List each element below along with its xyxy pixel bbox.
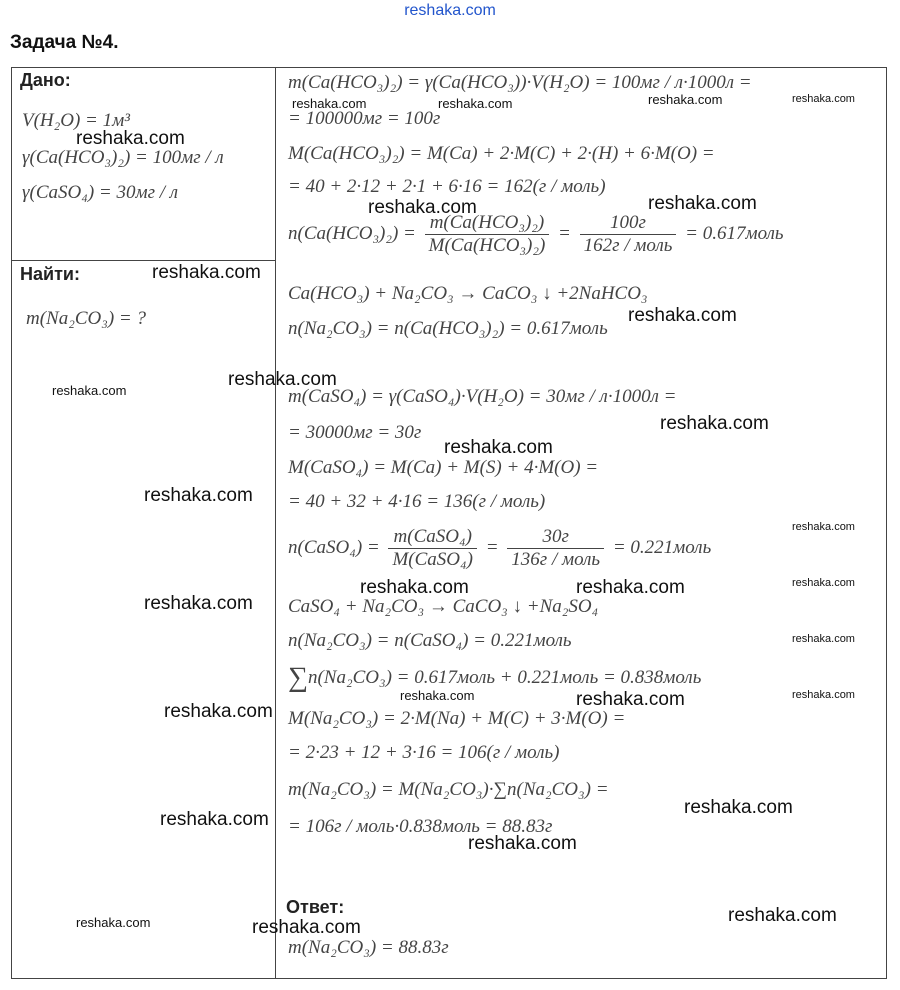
watermark: reshaka.com [660, 413, 769, 434]
solution-line-17: = 2·23 + 12 + 3·16 = 106(г / моль) [288, 742, 560, 763]
watermark: reshaka.com [684, 797, 793, 818]
watermark: reshaka.com [52, 383, 127, 398]
watermark: reshaka.com [76, 128, 185, 149]
solution-line-6: Ca(HCO₃) + Na₂CO₃ → CaCO₃ ↓ +2NaHCO₃ [288, 283, 648, 304]
solution-line-8: m(CaSO₄) = γ(CaSO₄)·V(H₂O) = 30мг / л·1000л = [288, 386, 677, 407]
watermark: reshaka.com [648, 92, 723, 107]
watermark: reshaka.com [792, 633, 855, 645]
solution-line-1: m(Ca(HCO₃)₂) = γ(Ca(HCO₃))·V(H₂O) = 100мг / л·1000л = [288, 72, 752, 93]
table-divider-horizontal [11, 260, 275, 261]
solution-line-10: M(CaSO₄) = M(Ca) + M(S) + 4·M(O) = [288, 457, 599, 478]
watermark: reshaka.com [144, 593, 253, 614]
answer-line: m(Na₂CO₃) = 88.83г [288, 937, 449, 958]
watermark: reshaka.com [792, 577, 855, 589]
given-heading: Дано: [20, 70, 71, 90]
watermark: reshaka.com [292, 96, 367, 111]
watermark: reshaka.com [648, 193, 757, 214]
watermark: reshaka.com [228, 369, 337, 390]
find-line: m(Na₂CO₃) = ? [26, 308, 146, 329]
solution-line-14: n(Na₂CO₃) = n(CaSO₄) = 0.221моль [288, 630, 572, 651]
watermark: reshaka.com [576, 577, 685, 598]
fraction-value-2: $\frac{30г}{\text{136г / моль}}$ [507, 526, 604, 571]
table-divider-vertical [275, 67, 276, 979]
solution-line-16: M(Na₂CO₃) = 2·M(Na) + M(C) + 3·M(O) = [288, 708, 626, 729]
solution-line-2: = 100000мг = 100г [288, 108, 441, 129]
fraction-mass-molar: $\frac{\text{m(Ca(HCO₃)₂)}}{\text{M(Ca(HCO₃)₂)}}$ [425, 212, 550, 257]
fraction-mass-molar-2: $\frac{\text{m(CaSO₄)}}{\text{M(CaSO₄)}}$ [388, 526, 476, 571]
page-title: Задача №4. [10, 32, 119, 53]
given-line-2: γ(Ca(HCO₃)₂) = 100мг / л [22, 147, 224, 168]
watermark: reshaka.com [164, 701, 273, 722]
solution-line-3: M(Ca(HCO₃)₂) = M(Ca) + 2·M(C) + 2·(H) + 6·M(O) = [288, 143, 715, 164]
watermark: reshaka.com [792, 93, 855, 105]
solution-line-4: = 40 + 2·12 + 2·1 + 6·16 = 162(г / моль) [288, 176, 606, 197]
watermark: reshaka.com [152, 262, 261, 283]
answer-heading: Ответ: [286, 897, 345, 917]
watermark: reshaka.com [728, 905, 837, 926]
solution-line-18: m(Na₂CO₃) = M(Na₂CO₃)·∑n(Na₂CO₃) = [288, 779, 609, 800]
watermark: reshaka.com [144, 485, 253, 506]
watermark: reshaka.com [438, 96, 513, 111]
watermark: reshaka.com [468, 833, 577, 854]
find-heading: Найти: [20, 264, 80, 284]
solution-line-13: CaSO₄ + Na₂CO₃ → CaCO₃ ↓ +Na₂SO₄ [288, 596, 599, 617]
watermark: reshaka.com [628, 305, 737, 326]
watermark: reshaka.com [792, 521, 855, 533]
solution-line-7: n(Na₂CO₃) = n(Ca(HCO₃)₂) = 0.617моль [288, 318, 608, 339]
given-line-3: γ(CaSO₄) = 30мг / л [22, 182, 179, 203]
watermark: reshaka.com [76, 915, 151, 930]
watermark: reshaka.com [252, 917, 361, 938]
solution-line-5: n(Ca(HCO₃)₂) = $\frac{\text{m(Ca(HCO₃)₂)}}{\text{M(Ca(HCO₃)₂)}}$ = $\frac{100г}{\text{162г / моль}}$ = 0.617моль [288, 212, 784, 256]
watermark: reshaka.com [792, 689, 855, 701]
sigma-symbol: ∑ [288, 662, 308, 693]
solution-line-19: = 106г / моль·0.838моль = 88.83г [288, 816, 553, 837]
watermark: reshaka.com [368, 197, 477, 218]
site-header-link[interactable]: reshaka.com [404, 2, 496, 19]
watermark: reshaka.com [576, 689, 685, 710]
watermark: reshaka.com [360, 577, 469, 598]
solution-line-11: = 40 + 32 + 4·16 = 136(г / моль) [288, 491, 546, 512]
given-line-1: V(H₂O) = 1м³ [22, 110, 130, 131]
watermark: reshaka.com [444, 437, 553, 458]
solution-line-12: n(CaSO₄) = $\frac{\text{m(CaSO₄)}}{\text{M(CaSO₄)}}$ = $\frac{30г}{\text{136г / моль}}$ = 0.221моль [288, 526, 712, 570]
watermark: reshaka.com [160, 809, 269, 830]
solution-line-15: ∑n(Na₂CO₃) = 0.617моль + 0.221моль = 0.838моль [288, 662, 702, 693]
solution-line-9: = 30000мг = 30г [288, 422, 422, 443]
watermark: reshaka.com [400, 688, 475, 703]
fraction-value: $\frac{100г}{\text{162г / моль}}$ [580, 212, 677, 257]
